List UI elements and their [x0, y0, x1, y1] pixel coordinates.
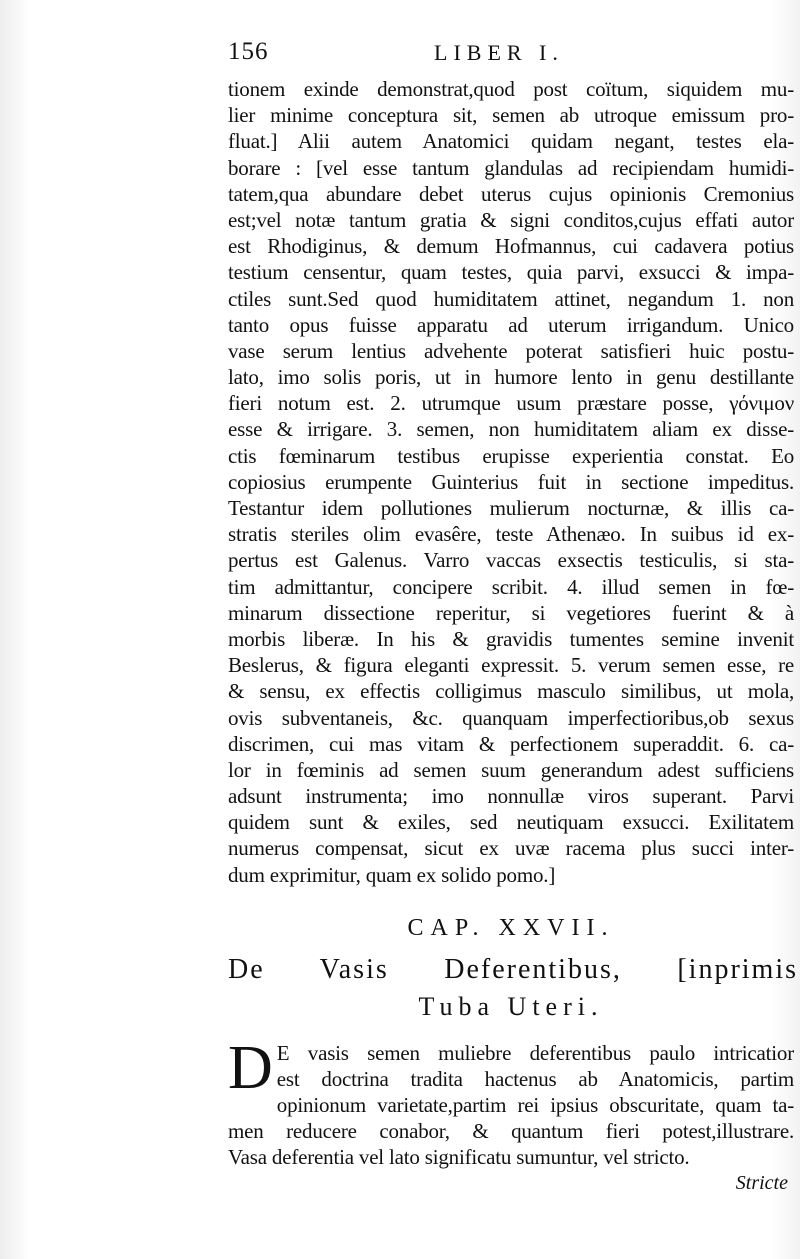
text-line: lor in fœminis ad semen suum generandum adest sufficiens — [228, 757, 794, 782]
text-line: est;vel notæ tantum gratia & signi conditos,cujus effati autor — [228, 207, 794, 232]
catchword: Stricte — [735, 1172, 788, 1194]
text-line: men reducere conabor, & quantum fieri potest,illustrare. — [228, 1119, 794, 1143]
drop-cap: D — [228, 1034, 273, 1102]
text-line: ovis subventaneis, &c. quanquam imperfectioribus,ob sexus — [228, 705, 794, 730]
chapter-opening-paragraph — [228, 1034, 794, 1170]
text-line: est Rhodiginus, & demum Hofmannus, cui cadavera potius — [228, 234, 794, 259]
text-line: & sensu, ex effectis colligimus masculo similibus, ut mola, — [228, 679, 794, 704]
text-line: opinionum varietate,partim rei ipsius obscuritate, quam ta- — [276, 1093, 794, 1117]
page-number: 156 — [228, 38, 269, 65]
main-text-block — [228, 76, 794, 888]
running-head: LIBER I. — [434, 40, 564, 65]
text-line: tatem,qua abundare debet uterus cujus opinionis Cremonius — [228, 181, 794, 206]
text-line: numerus compensat, sicut ex uvæ racema plus succi inter- — [228, 836, 794, 861]
text-line: stratis steriles olim evasêre, teste Athenæo. In suibus id ex- — [228, 522, 794, 547]
text-line: vase serum lentius advehente poterat satisfieri huic postu- — [228, 338, 794, 363]
chapter-title-line-1: De Vasis Deferentibus, [inprimis — [228, 954, 798, 985]
text-line: quidem sunt & exiles, sed neutiquam exsucci. Exilitatem — [228, 810, 794, 835]
text-line: dum exprimitur, quam ex solido pomo.] — [228, 862, 556, 887]
text-line: lato, imo solis poris, ut in humore lento in genu destillante — [228, 365, 794, 390]
text-line: pertus est Galenus. Varro vaccas exsectis testiculis, si sta- — [228, 548, 794, 573]
text-line: adsunt instrumenta; imo nonnullæ viros superant. Parvi — [228, 784, 794, 809]
text-line: esse & irrigare. 3. semen, non humiditatem aliam ex disse- — [228, 417, 794, 442]
text-line: tanto opus fuisse apparatu ad uterum irrigandum. Unico — [228, 312, 794, 337]
text-line: Testantur idem pollutiones mulierum nocturnæ, & illis ca- — [228, 496, 794, 520]
text-line: Beslerus, & figura eleganti expressit. 5. verum semen esse, re — [228, 653, 794, 678]
text-line: discrimen, cui mas vitam & perfectionem superaddit. 6. ca- — [228, 731, 794, 756]
text-line: copiosius erumpente Guinterius fuit in sectione impeditus. — [228, 469, 794, 494]
text-line: tim admittantur, concipere scribit. 4. illud semen in fœ- — [228, 574, 794, 599]
page-header — [228, 38, 788, 68]
text-line: tionem exinde demonstrat,quod post coïtum, siquidem mu- — [228, 77, 794, 101]
text-line: borare : [vel esse tantum glandulas ad recipiendam humidi- — [228, 155, 794, 180]
chapter-title-line-2: Tuba Uteri. — [418, 992, 604, 1021]
text-line: minarum dissectione reperitur, si vegetiores fuerint & à — [228, 600, 794, 625]
text-line: morbis liberæ. In his & gravidis tumentes semine invenit — [228, 626, 794, 651]
text-line: ctis fœminarum testibus erupisse experientia constat. Eo — [228, 443, 794, 468]
text-line: fieri notum est. 2. utrumque usum præstare posse, γόνιμον — [228, 391, 794, 416]
text-line: testium censentur, quam testes, quia parvi, exsucci & impa- — [228, 260, 794, 285]
text-line: E vasis semen muliebre deferentibus paulo intricatior — [276, 1041, 794, 1065]
text-line: ctiles sunt.Sed quod humiditatem attinet, negandum 1. non — [228, 286, 794, 311]
text-line: Vasa deferentia vel lato significatu sumuntur, vel stricto. — [228, 1145, 690, 1169]
text-line: fluat.] Alii autem Anatomici quidam negant, testes ela- — [228, 129, 794, 154]
chapter-number: CAP. XXVII. — [407, 915, 615, 941]
text-line: est doctrina tradita hactenus ab Anatomicis, partim — [276, 1067, 794, 1091]
text-line: lier minime conceptura sit, semen ab utroque emissum pro- — [228, 103, 794, 128]
